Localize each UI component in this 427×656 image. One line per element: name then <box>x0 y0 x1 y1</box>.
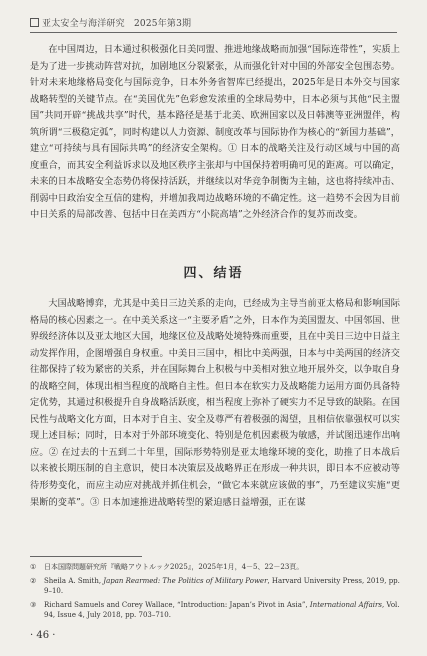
footnote-author: Richard Samuels and Corey Wallace, “Introduction: Japan’s Pivot in Asia”, <box>44 600 310 609</box>
footnote-rule <box>30 556 142 557</box>
body-paragraph-block-1 <box>30 42 400 224</box>
footnote-text: 日本国際問題研究所『戦略アウトルック2025』，2025年1月，4－5、22－23頁。 <box>44 563 304 571</box>
footnotes <box>30 562 400 624</box>
footnote-author: Sheila A. Smith, <box>44 576 104 585</box>
running-head <box>30 16 397 29</box>
footnote-2 <box>30 576 400 597</box>
body-paragraph: 大国战略博弈，尤其是中美日三边关系的走向，已经成为主导当前亚太格局和影响国际格局的核心因素之一。在中美关系这一“主要矛盾”之外，日本作为美国盟友、中国邻国、世界级经济体以及亚太地区大国，地缘区位及战略处境特殊而重要，且在中美日三边中日益主动发挥作用，企图增强自身权重。中美日三国中，相比中美两强，日本与中美两国的经济交往都保持了较为紧密的关系，并在国际舞台上积极与中美相对独立地开展外交，以争取自身的战略空间，体现出相当程度的战略自主性。但日本在软实力及战略能力运用方面仍具备特定优势，其通过积极提升自身战略活跃度，相当程度上弥补了硬实力不足导致的缺陷。在国民性与战略文化方面，日本对于自主、安全及尊严有着极强的渴望，且相信依靠强权可以实现上述目标；同时，日本对于外部环境变化、特别是危机因素极为敏感，并试图迅速作出响应。② 在过去的十五到二十年里，国际形势特别是亚太地缘环境的变化，助推了日本战后以来被长期压制的自主意识，使日本决策层及战略界正在形成一种共识，即日本不应被动等待形势变化，而应主动应对挑战并抓住机会，“做它本来就应该做的事”，乃至建议实施“更果断的变革”。③ 日本加速推进战略转型的紧迫感日益增强，正在谋 <box>30 298 400 508</box>
footnote-book-title: Japan Rearmed: The Politics of Military Power <box>103 576 268 585</box>
footnote-1 <box>30 562 400 573</box>
page-number: · 46 · <box>30 630 56 641</box>
footnote-marker: ② <box>30 576 37 585</box>
running-head-text: 亚太安全与海洋研究 2025年第3期 <box>42 19 192 29</box>
footnote-marker: ① <box>30 563 37 571</box>
footnote-journal-title: International Affairs <box>309 600 382 609</box>
square-outline-icon <box>30 18 39 27</box>
header-rule <box>30 32 397 33</box>
body-paragraph: 在中国周边，日本通过积极强化日美同盟、推进地缘战略而加强“国际连带性”，实质上是为了进一步挑动阵营对抗，加剧地区分裂紧张，从而强化针对中国的外部安全包围态势。针对未来地缘格局变化与国际竞争，日本外务省智库已经提出，2025年是日本外交与国家战略转型的关键节点。在“美国优先”色彩愈发浓重的全球局势中，日本必须与其他“民主盟国”共同开辟“挑战共享”时代，基本路径是基于北美、欧洲国家以及日韩澳等亚洲盟伴，构筑所谓“三极稳定弧”，同时构建以人力资源、制度改革与国际协作为核心的“新国力基础”，建立“可持续与具有国际共鸣”的经济安全架构。① 日本的战略关注及行动区域与中国的高度重合，而其安全利益诉求以及地区秩序主张却与中国保持着明确可见的距离。可以确定，未来的日本战略安全态势仍将保持活跃，并继续以对华竞争制衡为主轴，这也将持续冲击、削弱中日政治安全互信的建构，并增加我周边战略环境的不确定性。这一趋势不会因为目前中日关系的局部改善、包括中日在美西方“小院高墙”之外经济合作的复苏而改变。 <box>30 44 401 221</box>
footnote-3 <box>30 600 400 621</box>
section-title: 四、结语 <box>183 266 244 281</box>
footnote-publisher: , Harvard University Press, 2019, pp. 9–10. <box>44 576 400 595</box>
footnote-citation: , Vol. 94, Issue 4, July 2018, pp. 703–710. <box>44 600 400 619</box>
footnote-marker: ③ <box>30 600 37 609</box>
body-paragraph-block-2 <box>30 296 400 511</box>
